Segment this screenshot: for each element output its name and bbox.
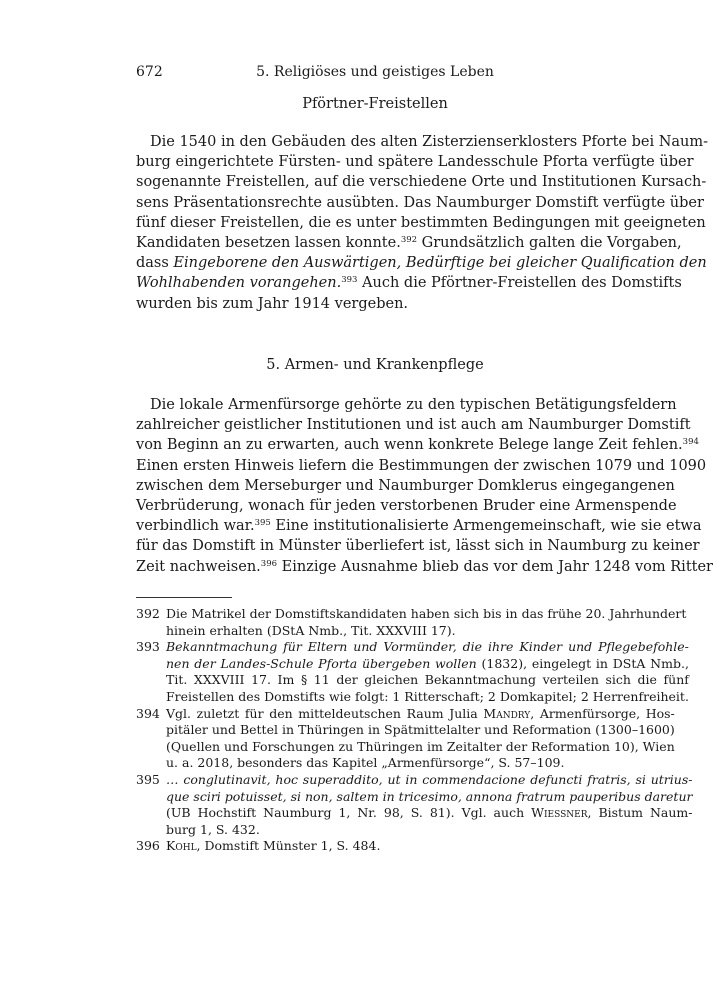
line-part: , Armenfürsorge, Hos-	[530, 705, 675, 721]
footnote-ref[interactable]: 394	[682, 437, 699, 448]
footnote-number: 394	[136, 705, 160, 721]
footnote-line: Tit. XXXVIII 17. Im § 11 der gleichen Bekanntmachung verteilen sich die fünf	[166, 672, 689, 688]
line-part: von Beginn an zu erwarten, auch wenn konkrete Belege lange Zeit fehlen.	[136, 437, 683, 454]
line-part: (UB Hochstift Naumburg 1, Nr. 98, S. 81). Vgl. auch	[166, 805, 532, 821]
text-line: sogenannte Freistellen, auf die verschiedene Orte und Institutionen Kursach-	[136, 174, 707, 191]
footnote-line	[166, 656, 689, 673]
footnote-393	[136, 639, 689, 705]
footnote-text	[166, 838, 614, 855]
text-line: Einen ersten Hinweis liefern die Bestimmungen der zwischen 1079 und 1090	[136, 457, 707, 474]
footnote-ref[interactable]: 396	[260, 558, 278, 569]
footnote-text	[166, 639, 689, 705]
quoted-text: Eingeborene den Auswärtigen, Bedürftige bei gleicher Qualification den	[173, 255, 707, 272]
footnote-396	[136, 838, 614, 855]
line-part: Kandidaten besetzen lassen konnte.	[136, 235, 401, 252]
footnote-394	[136, 705, 675, 772]
footnote-line	[166, 838, 614, 855]
line-part: dass	[136, 255, 174, 272]
footnote-line: Freistellen des Domstifts wie folgt: 1 Ritterschaft; 2 Domkapitel; 2 Herrenfreiheit.	[166, 688, 689, 704]
footnote-line: … conglutinavit, hoc superaddito, ut in commendacione defuncti fratris, si utrius-	[166, 771, 693, 787]
text-line: wurden bis zum Jahr 1914 vergeben.	[136, 295, 409, 312]
footnote-392	[136, 606, 687, 639]
text-line	[136, 516, 702, 536]
footnote-ref[interactable]: 392	[400, 235, 418, 246]
text-line: burg eingerichtete Fürsten- und spätere Landesschule Pforta verfügte über	[136, 154, 694, 171]
line-part: Auch die Pförtner-Freistellen des Domstifts	[357, 275, 682, 292]
footnotes	[136, 606, 693, 855]
text-line: Die lokale Armenfürsorge gehörte zu den typischen Betätigungsfeldern	[150, 397, 677, 413]
section-heading-pfoertner: Pförtner-Freistellen	[302, 96, 448, 112]
page-number: 672	[136, 64, 163, 80]
author-name: Kohl	[166, 838, 197, 854]
text-line: sens Präsentationsrechte ausübten. Das Naumburger Domstift verfügte über	[136, 194, 704, 211]
paragraph-armenpflege	[136, 395, 713, 577]
text-line: zahlreicher geistlicher Institutionen und ist auch am Naumburger Domstift	[136, 417, 691, 434]
text-line: zwischen dem Merseburger und Naumburger Domklerus eingegangenen	[136, 477, 675, 494]
line-part: Vgl. zuletzt für den mitteldeutschen Raum Julia	[166, 705, 484, 721]
text-line	[136, 253, 707, 273]
footnote-text	[166, 606, 686, 639]
text-line: für das Domstift in Münster überliefert ist, lässt sich in Naumburg zu keiner	[136, 538, 700, 555]
footnote-line: burg 1, S. 432.	[166, 821, 260, 837]
line-part: Einzige Ausnahme blieb das vor dem Jahr 1248 vom Ritter	[277, 558, 713, 575]
footnote-line: Bekanntmachung für Eltern und Vormünder, die ihre Kinder und Pflegebefohle-	[166, 639, 689, 655]
text-line: Verbrüderung, wonach für jeden verstorbenen Bruder eine Armenspende	[136, 498, 677, 515]
footnote-number: 396	[136, 838, 160, 854]
quoted-text: Wohlhabenden vorangehen.	[136, 275, 342, 292]
footnote-ref[interactable]: 393	[341, 275, 358, 286]
footnote-line: que sciri potuisset, si non, saltem in tricesimo, annona fratrum pauperibus daretur	[166, 788, 693, 804]
line-part: Eine institutionalisierte Armengemeinschaft, wie sie etwa	[270, 518, 702, 535]
footnote-text	[166, 772, 692, 838]
line-part: , Bistum Naum-	[587, 805, 693, 821]
line-part: (1832), eingelegt in DStA Nmb.,	[476, 655, 689, 671]
text-line	[136, 273, 682, 293]
footnote-ref[interactable]: 395	[254, 518, 271, 529]
footnote-line: hinein erhalten (DStA Nmb., Tit. XXXVIII 17).	[166, 622, 456, 638]
author-name: Mandry	[483, 705, 531, 721]
footnote-text	[166, 706, 675, 772]
line-part: , Domstift Münster 1, S. 484.	[196, 838, 381, 854]
text-line: Die 1540 in den Gebäuden des alten Zisterzienserklosters Pforte bei Naum-	[150, 134, 709, 150]
footnote-395	[136, 771, 693, 838]
footnote-line	[166, 805, 692, 822]
footnote-line: u. a. 2018, besonders das Kapitel „Armenfürsorge“, S. 57–109.	[166, 755, 565, 771]
footnote-number: 395	[136, 771, 160, 787]
footnote-title: nen der Landes-Schule Pforta übergeben wollen	[166, 655, 477, 671]
author-name: Wiessner	[531, 805, 588, 821]
section-heading-armenpflege: 5. Armen- und Krankenpflege	[266, 357, 484, 373]
text-line	[136, 557, 713, 577]
text-line	[136, 233, 682, 253]
footnote-separator	[136, 597, 232, 598]
text-line	[136, 435, 699, 455]
line-part: Zeit nachweisen.	[136, 558, 261, 575]
footnote-line	[166, 706, 675, 723]
footnote-number: 392	[136, 606, 160, 621]
paragraph-pfoertner	[136, 132, 709, 314]
footnote-number: 393	[136, 639, 160, 655]
footnote-line: pitäler und Bettel in Thüringen in Spätmittelalter und Reformation (1300–1600)	[166, 722, 675, 738]
line-part: Grundsätzlich galten die Vorgaben,	[417, 235, 682, 252]
footnote-line: Die Matrikel der Domstiftskandidaten haben sich bis in das frühe 20. Jahrhundert	[166, 606, 687, 621]
line-part: verbindlich war.	[136, 518, 255, 535]
text-line: fünf dieser Freistellen, die es unter bestimmten Bedingungen mit geeigneten	[136, 214, 706, 231]
running-title: 5. Religiöses und geistiges Leben	[256, 64, 494, 80]
page-header	[136, 64, 614, 84]
footnote-line: (Quellen und Forschungen zu Thüringen im Zeitalter der Reformation 10), Wien	[166, 738, 675, 754]
